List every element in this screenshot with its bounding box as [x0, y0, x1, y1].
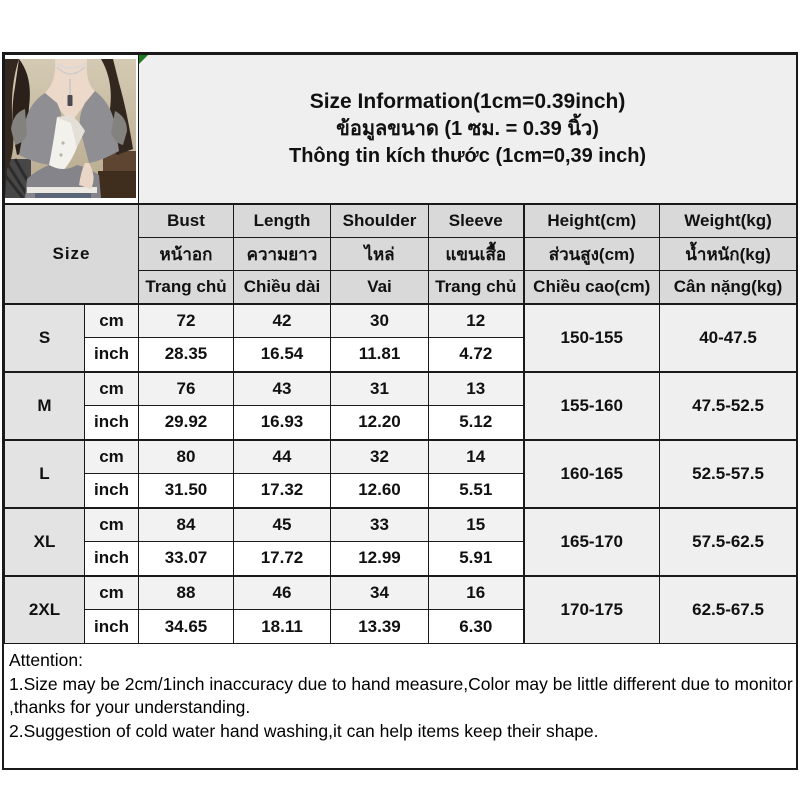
sleeve-cm-value-m: 13 [429, 372, 524, 406]
title-row [5, 55, 797, 204]
length-cm-value-s: 42 [234, 304, 331, 338]
col-header-sleeve-th: แขนเสื้อ [429, 238, 524, 271]
title-vietnamese: Thông tin kích thước (1cm=0,39 inch) [288, 144, 647, 167]
size-label-m: M [5, 372, 85, 440]
sleeve-cm-value-s: 12 [429, 304, 524, 338]
weight-range-xl: 57.5-62.5 [660, 508, 797, 576]
shoulder-cm-value-xl: 33 [331, 508, 429, 542]
col-header-bust-th: หน้าอก [139, 238, 234, 271]
col-header-sleeve: Sleeve [429, 204, 524, 238]
col-header-shoulder-vi: Vai [331, 271, 429, 304]
title-thai: ข้อมูลขนาด (1 ซม. = 0.39 นิ้ว) [336, 117, 599, 140]
size-label-l: L [5, 440, 85, 508]
sleeve-cm-value-2xl: 16 [429, 576, 524, 610]
unit-label-cm-m: cm [85, 372, 139, 406]
unit-label-inch-m: inch [85, 406, 139, 440]
col-header-weight: Weight(kg) [660, 204, 797, 238]
col-header-length-th: ความยาว [234, 238, 331, 271]
header-row-english [5, 204, 797, 238]
unit-label-inch-s: inch [85, 338, 139, 372]
unit-label-cm-l: cm [85, 440, 139, 474]
sleeve-cm-value-l: 14 [429, 440, 524, 474]
col-header-height-th: ส่วนสูง(cm) [524, 238, 660, 271]
size-row-s-cm [5, 304, 797, 338]
length-inch-value-xl: 17.72 [234, 542, 331, 576]
attention-notes [4, 644, 796, 743]
sleeve-inch-value-xl: 5.91 [429, 542, 524, 576]
bust-cm-value-l: 80 [139, 440, 234, 474]
size-information-title-cell [139, 55, 797, 204]
size-row-m-cm [5, 372, 797, 406]
length-inch-value-m: 16.93 [234, 406, 331, 440]
col-header-weight-th: น้ำหนัก(kg) [660, 238, 797, 271]
size-table-body [5, 304, 797, 644]
bust-inch-value-l: 31.50 [139, 474, 234, 508]
unit-label-cm-xl: cm [85, 508, 139, 542]
col-header-bust-vi: Trang chủ [139, 271, 234, 304]
col-header-bust: Bust [139, 204, 234, 238]
bust-cm-value-s: 72 [139, 304, 234, 338]
col-header-shoulder: Shoulder [331, 204, 429, 238]
shoulder-cm-value-s: 30 [331, 304, 429, 338]
shoulder-cm-value-m: 31 [331, 372, 429, 406]
col-header-height-vi: Chiều cao(cm) [524, 271, 660, 304]
shoulder-cm-value-l: 32 [331, 440, 429, 474]
size-corner-label: Size [5, 204, 139, 304]
bust-cm-value-xl: 84 [139, 508, 234, 542]
size-chart-sheet [2, 52, 798, 770]
attention-line-1: 1.Size may be 2cm/1inch inaccuracy due to hand measure,Color may be little different due to monitor [9, 673, 793, 694]
weight-range-l: 52.5-57.5 [660, 440, 797, 508]
unit-label-inch-l: inch [85, 474, 139, 508]
size-label-xl: XL [5, 508, 85, 576]
unit-label-inch-2xl: inch [85, 610, 139, 644]
col-header-sleeve-vi: Trang chủ [429, 271, 524, 304]
bust-inch-value-s: 28.35 [139, 338, 234, 372]
title-english: Size Information(1cm=0.39inch) [309, 89, 626, 113]
col-header-height: Height(cm) [524, 204, 660, 238]
sleeve-cm-value-xl: 15 [429, 508, 524, 542]
length-inch-value-l: 17.32 [234, 474, 331, 508]
height-range-l: 160-165 [524, 440, 660, 508]
size-label-s: S [5, 304, 85, 372]
bust-cm-value-2xl: 88 [139, 576, 234, 610]
attention-line-1-cont: ,thanks for your understanding. [9, 697, 251, 717]
sleeve-inch-value-m: 5.12 [429, 406, 524, 440]
bust-inch-value-xl: 33.07 [139, 542, 234, 576]
weight-range-m: 47.5-52.5 [660, 372, 797, 440]
height-range-s: 150-155 [524, 304, 660, 372]
attention-heading: Attention: [9, 650, 83, 670]
length-inch-value-2xl: 18.11 [234, 610, 331, 644]
product-photo [5, 59, 136, 198]
weight-range-2xl: 62.5-67.5 [660, 576, 797, 644]
size-row-xl-cm [5, 508, 797, 542]
shoulder-cm-value-2xl: 34 [331, 576, 429, 610]
bust-cm-value-m: 76 [139, 372, 234, 406]
height-range-2xl: 170-175 [524, 576, 660, 644]
shoulder-inch-value-2xl: 13.39 [331, 610, 429, 644]
sleeve-inch-value-l: 5.51 [429, 474, 524, 508]
shoulder-inch-value-xl: 12.99 [331, 542, 429, 576]
weight-range-s: 40-47.5 [660, 304, 797, 372]
unit-label-cm-s: cm [85, 304, 139, 338]
shoulder-inch-value-l: 12.60 [331, 474, 429, 508]
size-table [4, 54, 797, 644]
length-inch-value-s: 16.54 [234, 338, 331, 372]
size-label-2xl: 2XL [5, 576, 85, 644]
length-cm-value-xl: 45 [234, 508, 331, 542]
unit-label-cm-2xl: cm [85, 576, 139, 610]
sleeve-inch-value-2xl: 6.30 [429, 610, 524, 644]
length-cm-value-m: 43 [234, 372, 331, 406]
length-cm-value-2xl: 46 [234, 576, 331, 610]
product-photo-cell [5, 55, 139, 204]
size-row-2xl-cm [5, 576, 797, 610]
length-cm-value-l: 44 [234, 440, 331, 474]
col-header-shoulder-th: ไหล่ [331, 238, 429, 271]
col-header-weight-vi: Cân nặng(kg) [660, 271, 797, 304]
cell-corner-marker-icon [139, 55, 148, 64]
shoulder-inch-value-s: 11.81 [331, 338, 429, 372]
attention-line-2: 2.Suggestion of cold water hand washing,it can help items keep their shape. [9, 720, 599, 741]
col-header-length: Length [234, 204, 331, 238]
bust-inch-value-m: 29.92 [139, 406, 234, 440]
size-row-l-cm [5, 440, 797, 474]
sleeve-inch-value-s: 4.72 [429, 338, 524, 372]
shoulder-inch-value-m: 12.20 [331, 406, 429, 440]
bust-inch-value-2xl: 34.65 [139, 610, 234, 644]
col-header-length-vi: Chiều dài [234, 271, 331, 304]
height-range-m: 155-160 [524, 372, 660, 440]
height-range-xl: 165-170 [524, 508, 660, 576]
unit-label-inch-xl: inch [85, 542, 139, 576]
